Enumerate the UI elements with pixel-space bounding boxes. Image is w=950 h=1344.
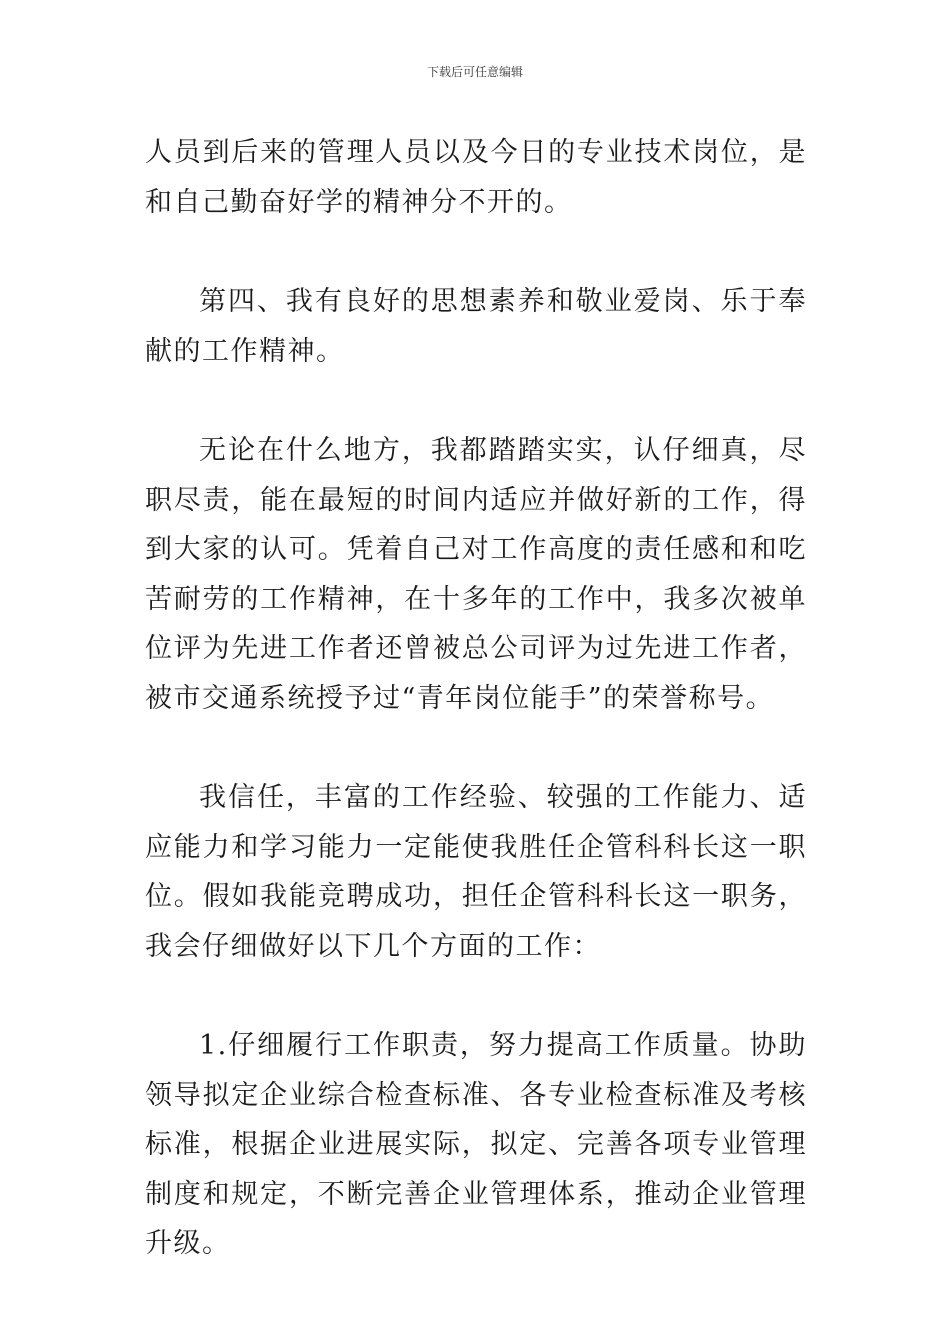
paragraph-5: 1.仔细履行工作职责，努力提高工作质量。协助领导拟定企业综合检查标准、各专业检查标准及考核标准，根据企业进展实际，拟定、完善各项专业管理制度和规定，不断完善企业管理体系，推动企业管理升级。 <box>145 1030 807 1259</box>
paragraph-2: 第四、我有良好的思想素养和敬业爱岗、乐于奉献的工作精神。 <box>145 286 807 367</box>
body-text <box>145 128 807 1319</box>
paragraph-4: 我信任，丰富的工作经验、较强的工作能力、适应能力和学习能力一定能使我胜任企管科科长这一职位。假如我能竞聘成功，担任企管科科长这一职务，我会仔细做好以下几个方面的工作： <box>145 782 807 962</box>
paragraph-1: 人员到后来的管理人员以及今日的专业技术岗位，是和自己勤奋好学的精神分不开的。 <box>145 137 807 218</box>
header-note: 下载后可任意编辑 <box>426 65 523 79</box>
paragraph-3: 无论在什么地方，我都踏踏实实，认仔细真，尽职尽责，能在最短的时间内适应并做好新的工作，得到大家的认可。凭着自己对工作高度的责任感和和吃苦耐劳的工作精神，在十多年的工作中，我多次被单位评为先进工作者还曾被总公司评为过先进工作者，被市交通系统授予过“青年岗位能手”的荣誉称号。 <box>145 435 807 714</box>
